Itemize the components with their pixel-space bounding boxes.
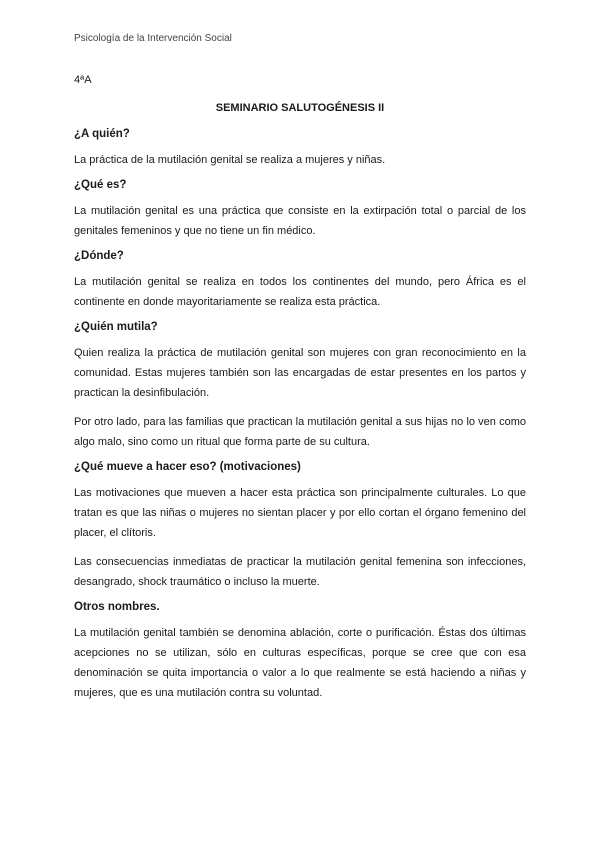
paragraph: La mutilación genital se realiza en todos los continentes del mundo, pero África es el continente en donde mayoritariamente se realiza esta práctica. <box>74 276 526 308</box>
paragraph: La práctica de la mutilación genital se realiza a mujeres y niñas. <box>74 154 386 166</box>
section-heading-motivaciones: ¿Qué mueve a hacer eso? (motivaciones) <box>74 461 301 473</box>
paragraph: Por otro lado, para las familias que practican la mutilación genital a sus hijas no lo ven como algo malo, sino como un ritual que forma parte de su cultura. <box>74 416 526 448</box>
document-title: SEMINARIO SALUTOGÉNESIS II <box>215 102 385 114</box>
section-heading-donde: ¿Dónde? <box>74 250 124 262</box>
group-label: 4ªA <box>74 74 92 86</box>
paragraph: La mutilación genital es una práctica que consiste en la extirpación total o parcial de los genitales femeninos y que no tiene un fin médico. <box>74 205 526 237</box>
paragraph: Las motivaciones que mueven a hacer esta práctica son principalmente culturales. Lo que tratan es que las niñas o mujeres no sientan placer y por ello cortan el órgano femenino del placer, el clítoris. <box>74 487 526 539</box>
paragraph: La mutilación genital también se denomina ablación, corte o purificación. Éstas dos últimas acepciones no se utilizan, sólo en culturas específicas, porque se cree que con esa denominación se quita importancia o valor a lo que realmente se está haciendo a niñas y mujeres, que es una mutilación contra su voluntad. <box>74 627 526 699</box>
section-heading-que-es: ¿Qué es? <box>74 179 127 191</box>
section-heading-a-quien: ¿A quién? <box>74 128 130 140</box>
paragraph: Quien realiza la práctica de mutilación genital son mujeres con gran reconocimiento en la comunidad. Estas mujeres también son las encargadas de estar presentes en los partos y practican la desinfibulación. <box>74 347 526 399</box>
section-heading-quien-mutila: ¿Quién mutila? <box>74 321 158 333</box>
running-header: Psicología de la Intervención Social <box>74 33 232 44</box>
section-heading-otros-nombres: Otros nombres. <box>74 601 160 613</box>
paragraph: Las consecuencias inmediatas de practicar la mutilación genital femenina son infecciones, desangrado, shock traumático o incluso la muerte. <box>74 556 526 588</box>
document-body <box>74 128 526 703</box>
